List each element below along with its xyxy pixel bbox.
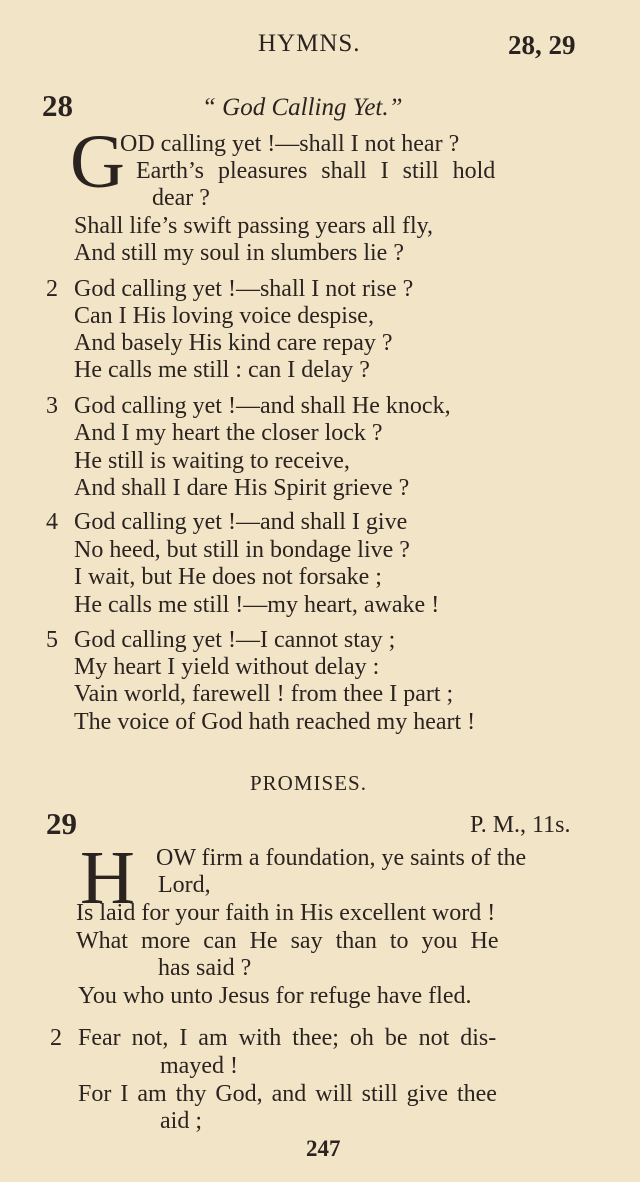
hymn-28-v4-line-2: No heed, but still in bondage live ?: [74, 537, 410, 563]
page-number: 247: [306, 1136, 341, 1161]
hymn-28-v1-line-5: And still my soul in slumbers lie ?: [74, 240, 404, 266]
hymn-28-v2-line-1: God calling yet !—shall I not rise ?: [74, 276, 414, 302]
hymn-28-v4-line-3: I wait, but He does not forsake ;: [74, 564, 382, 590]
hymn-29-drop-cap: H: [80, 836, 135, 920]
hymn-28-v1-line-3: dear ?: [152, 185, 210, 211]
hymn-28-v2-line-2: Can I His loving voice despise,: [74, 303, 374, 329]
hymn-29-v1-line-5: has said ?: [158, 955, 252, 981]
hymn-28-v4-line-1: God calling yet !—and shall I give: [74, 509, 408, 535]
hymn-29-verse-2-number: 2: [50, 1025, 62, 1051]
hymn-28-verse-2-number: 2: [46, 276, 58, 302]
running-header-hymn-numbers: 28, 29: [508, 30, 576, 60]
hymn-29-v2-line-4: aid ;: [160, 1108, 202, 1134]
hymn-28-drop-cap: G: [70, 120, 125, 204]
running-header-title: HYMNS.: [258, 30, 361, 57]
hymn-28-v1-line-2: Earth’s pleasures shall I still hold: [136, 158, 496, 184]
hymn-28-verse-3-number: 3: [46, 393, 58, 419]
hymn-28-title: “ God Calling Yet.”: [202, 94, 403, 121]
hymn-29-v1-line-4: What more can He say than to you He: [76, 928, 499, 954]
hymn-28-verse-5-number: 5: [46, 627, 58, 653]
hymn-28-number: 28: [42, 88, 73, 123]
hymn-28-v5-line-1: God calling yet !—I cannot stay ;: [74, 627, 396, 653]
hymn-29-number: 29: [46, 806, 77, 841]
hymn-29-v1-line-3: Is laid for your faith in His excellent word !: [76, 900, 496, 926]
hymn-29-meter: P. M., 11s.: [470, 812, 571, 838]
hymn-29-v1-line-2: Lord,: [158, 872, 211, 898]
hymn-28-v4-line-4: He calls me still !—my heart, awake !: [74, 592, 440, 618]
hymn-29-v2-line-1: Fear not, I am with thee; oh be not dis-: [78, 1025, 497, 1051]
hymn-28-v3-line-4: And shall I dare His Spirit grieve ?: [74, 475, 410, 501]
hymn-28-v1-line-4: Shall life’s swift passing years all fly,: [74, 213, 434, 239]
hymn-28-v1-line-1: OD calling yet !—shall I not hear ?: [120, 131, 460, 157]
hymn-28-v5-line-2: My heart I yield without delay :: [74, 654, 380, 680]
hymn-28-v3-line-1: God calling yet !—and shall He knock,: [74, 393, 451, 419]
hymn-28-v5-line-3: Vain world, farewell ! from thee I part ;: [74, 681, 454, 707]
hymn-28-v2-line-3: And basely His kind care repay ?: [74, 330, 393, 356]
hymn-28-v5-line-4: The voice of God hath reached my heart !: [74, 709, 476, 735]
hymn-28-verse-4-number: 4: [46, 509, 58, 535]
hymn-28-v3-line-3: He still is waiting to receive,: [74, 448, 350, 474]
section-heading: PROMISES.: [250, 771, 367, 795]
hymn-29-v1-line-1: OW firm a foundation, ye saints of the: [156, 845, 527, 871]
hymn-28-v3-line-2: And I my heart the closer lock ?: [74, 420, 383, 446]
hymn-29-v2-line-3: For I am thy God, and will still give thee: [78, 1081, 497, 1107]
hymn-29-v1-line-6: You who unto Jesus for refuge have fled.: [78, 983, 472, 1009]
hymn-28-v2-line-4: He calls me still : can I delay ?: [74, 357, 370, 383]
hymn-29-v2-line-2: mayed !: [160, 1053, 238, 1079]
